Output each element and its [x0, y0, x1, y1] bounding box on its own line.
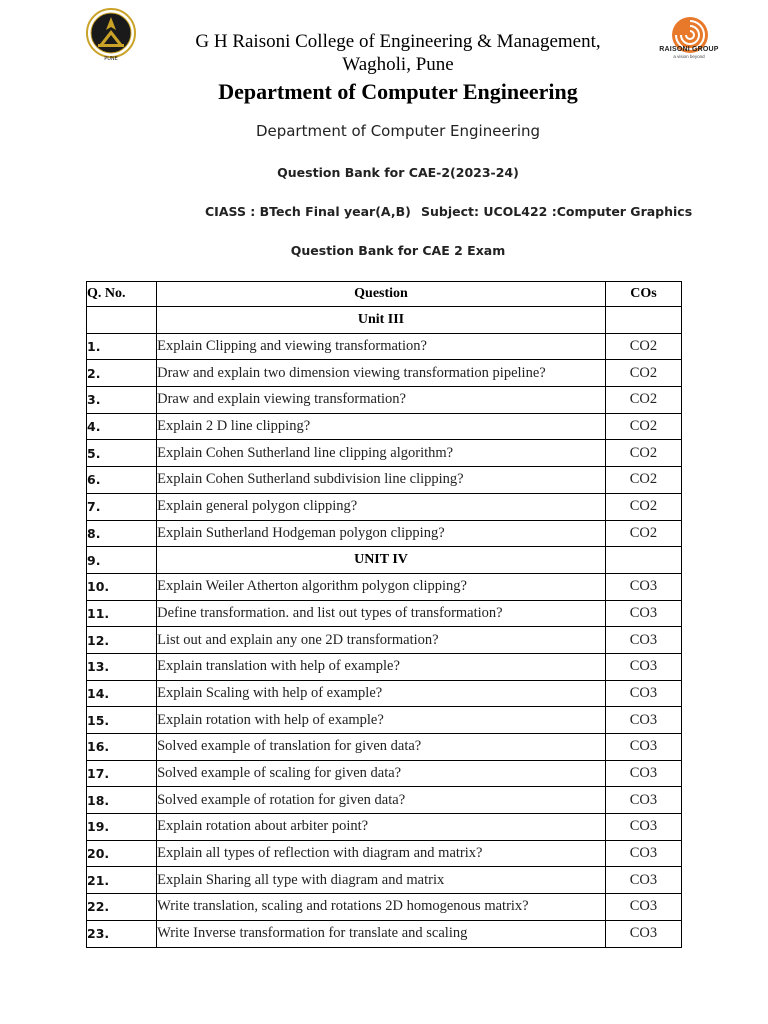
unit-iv-title: UNIT IV — [157, 547, 606, 574]
question-number: 16. — [87, 734, 157, 761]
table-row — [87, 573, 682, 600]
question-number: 19. — [87, 814, 157, 841]
college-emblem-logo — [78, 6, 144, 62]
subject-info: Subject: UCOL422 :Computer Graphics — [421, 204, 693, 219]
table-row — [87, 760, 682, 787]
course-outcome: CO2 — [605, 493, 681, 520]
question-text: Write Inverse transformation for translate and scaling — [157, 920, 606, 947]
course-outcome: CO3 — [605, 787, 681, 814]
question-text: Explain Cohen Sutherland line clipping algorithm? — [157, 440, 606, 467]
question-text: Explain Weiler Atherton algorithm polygon clipping? — [157, 573, 606, 600]
unit-iii-no-cell — [87, 307, 157, 334]
table-row — [87, 493, 682, 520]
course-outcome: CO2 — [605, 333, 681, 360]
question-text: Define transformation. and list out types of transformation? — [157, 600, 606, 627]
course-outcome: CO3 — [605, 680, 681, 707]
course-outcome: CO3 — [605, 840, 681, 867]
college-name-line1: G H Raisoni College of Engineering & Management, — [195, 31, 601, 52]
question-text: Draw and explain two dimension viewing transformation pipeline? — [157, 360, 606, 387]
course-outcome: CO2 — [605, 520, 681, 547]
question-bank-title: Question Bank for CAE-2(2023-24) — [277, 165, 519, 180]
course-outcome: CO3 — [605, 814, 681, 841]
question-number: 12. — [87, 627, 157, 654]
table-row — [87, 333, 682, 360]
table-row — [87, 840, 682, 867]
department-title: Department of Computer Engineering — [218, 79, 578, 104]
table-header-row — [87, 282, 682, 307]
table-body — [87, 307, 682, 948]
question-number: 15. — [87, 707, 157, 734]
question-text: Explain rotation with help of example? — [157, 707, 606, 734]
course-outcome: CO2 — [605, 387, 681, 414]
table-row — [87, 653, 682, 680]
table-row — [87, 467, 682, 494]
question-text: Explain translation with help of example? — [157, 653, 606, 680]
question-text: Solved example of translation for given data? — [157, 734, 606, 761]
question-number: 21. — [87, 867, 157, 894]
question-number: 10. — [87, 573, 157, 600]
question-table — [86, 281, 682, 948]
table-row — [87, 413, 682, 440]
course-outcome: CO2 — [605, 360, 681, 387]
question-number: 8. — [87, 520, 157, 547]
question-number: 1. — [87, 333, 157, 360]
table-row — [87, 440, 682, 467]
question-number: 3. — [87, 387, 157, 414]
question-text: Solved example of rotation for given data? — [157, 787, 606, 814]
unit-row-unit-iii — [87, 307, 682, 334]
question-number: 4. — [87, 413, 157, 440]
table-row — [87, 680, 682, 707]
question-text: Explain Cohen Sutherland subdivision line clipping? — [157, 467, 606, 494]
question-number: 23. — [87, 920, 157, 947]
table-row — [87, 867, 682, 894]
question-text: Explain Scaling with help of example? — [157, 680, 606, 707]
table-row — [87, 387, 682, 414]
question-text: List out and explain any one 2D transformation? — [157, 627, 606, 654]
course-outcome: CO2 — [605, 413, 681, 440]
unit-iv-co-cell — [605, 547, 681, 574]
question-text: Explain rotation about arbiter point? — [157, 814, 606, 841]
course-outcome: CO3 — [605, 867, 681, 894]
course-outcome: CO3 — [605, 600, 681, 627]
department-subtitle: Department of Computer Engineering — [255, 122, 541, 140]
course-outcome: CO3 — [605, 920, 681, 947]
question-text: Explain general polygon clipping? — [157, 493, 606, 520]
question-number: 18. — [87, 787, 157, 814]
question-number: 9. — [87, 547, 157, 574]
course-outcome: CO2 — [605, 440, 681, 467]
table-row — [87, 360, 682, 387]
table-row — [87, 894, 682, 921]
question-text: Explain Sutherland Hodgeman polygon clipping? — [157, 520, 606, 547]
table-row — [87, 734, 682, 761]
question-number: 14. — [87, 680, 157, 707]
question-number: 5. — [87, 440, 157, 467]
course-outcome: CO3 — [605, 734, 681, 761]
exam-title: Question Bank for CAE 2 Exam — [290, 243, 506, 258]
class-info: CIASS : BTech Final year(A,B) — [205, 204, 411, 219]
question-number: 11. — [87, 600, 157, 627]
header-question: Question — [157, 282, 606, 307]
question-number: 6. — [87, 467, 157, 494]
question-text: Explain all types of reflection with diagram and matrix? — [157, 840, 606, 867]
question-number: 7. — [87, 493, 157, 520]
course-outcome: CO3 — [605, 573, 681, 600]
unit-iii-title: Unit III — [157, 307, 606, 334]
course-outcome: CO3 — [605, 894, 681, 921]
question-text: Solved example of scaling for given data? — [157, 760, 606, 787]
raisoni-group-name: RAISONI GROUP — [659, 46, 719, 53]
question-number: 17. — [87, 760, 157, 787]
course-outcome: CO3 — [605, 627, 681, 654]
table-row — [87, 627, 682, 654]
unit-row-unit-iv — [87, 547, 682, 574]
table-row — [87, 814, 682, 841]
question-number: 2. — [87, 360, 157, 387]
question-number: 13. — [87, 653, 157, 680]
question-text: Write translation, scaling and rotations 2D homogenous matrix? — [157, 894, 606, 921]
header-cos: COs — [605, 282, 681, 307]
header-qno: Q. No. — [87, 282, 157, 307]
unit-iii-co-cell — [605, 307, 681, 334]
table-row — [87, 920, 682, 947]
question-text: Explain Clipping and viewing transformation? — [157, 333, 606, 360]
table-row — [87, 520, 682, 547]
question-text: Explain Sharing all type with diagram and matrix — [157, 867, 606, 894]
question-text: Explain 2 D line clipping? — [157, 413, 606, 440]
course-outcome: CO3 — [605, 707, 681, 734]
raisoni-group-tagline: a vision beyond — [673, 54, 705, 59]
table-row — [87, 707, 682, 734]
course-outcome: CO3 — [605, 760, 681, 787]
college-name-line2: Wagholi, Pune — [342, 54, 454, 75]
svg-text:PUNE: PUNE — [104, 56, 118, 62]
course-outcome: CO2 — [605, 467, 681, 494]
table-row — [87, 600, 682, 627]
table-row — [87, 787, 682, 814]
question-number: 22. — [87, 894, 157, 921]
question-text: Draw and explain viewing transformation? — [157, 387, 606, 414]
question-number: 20. — [87, 840, 157, 867]
course-outcome: CO3 — [605, 653, 681, 680]
